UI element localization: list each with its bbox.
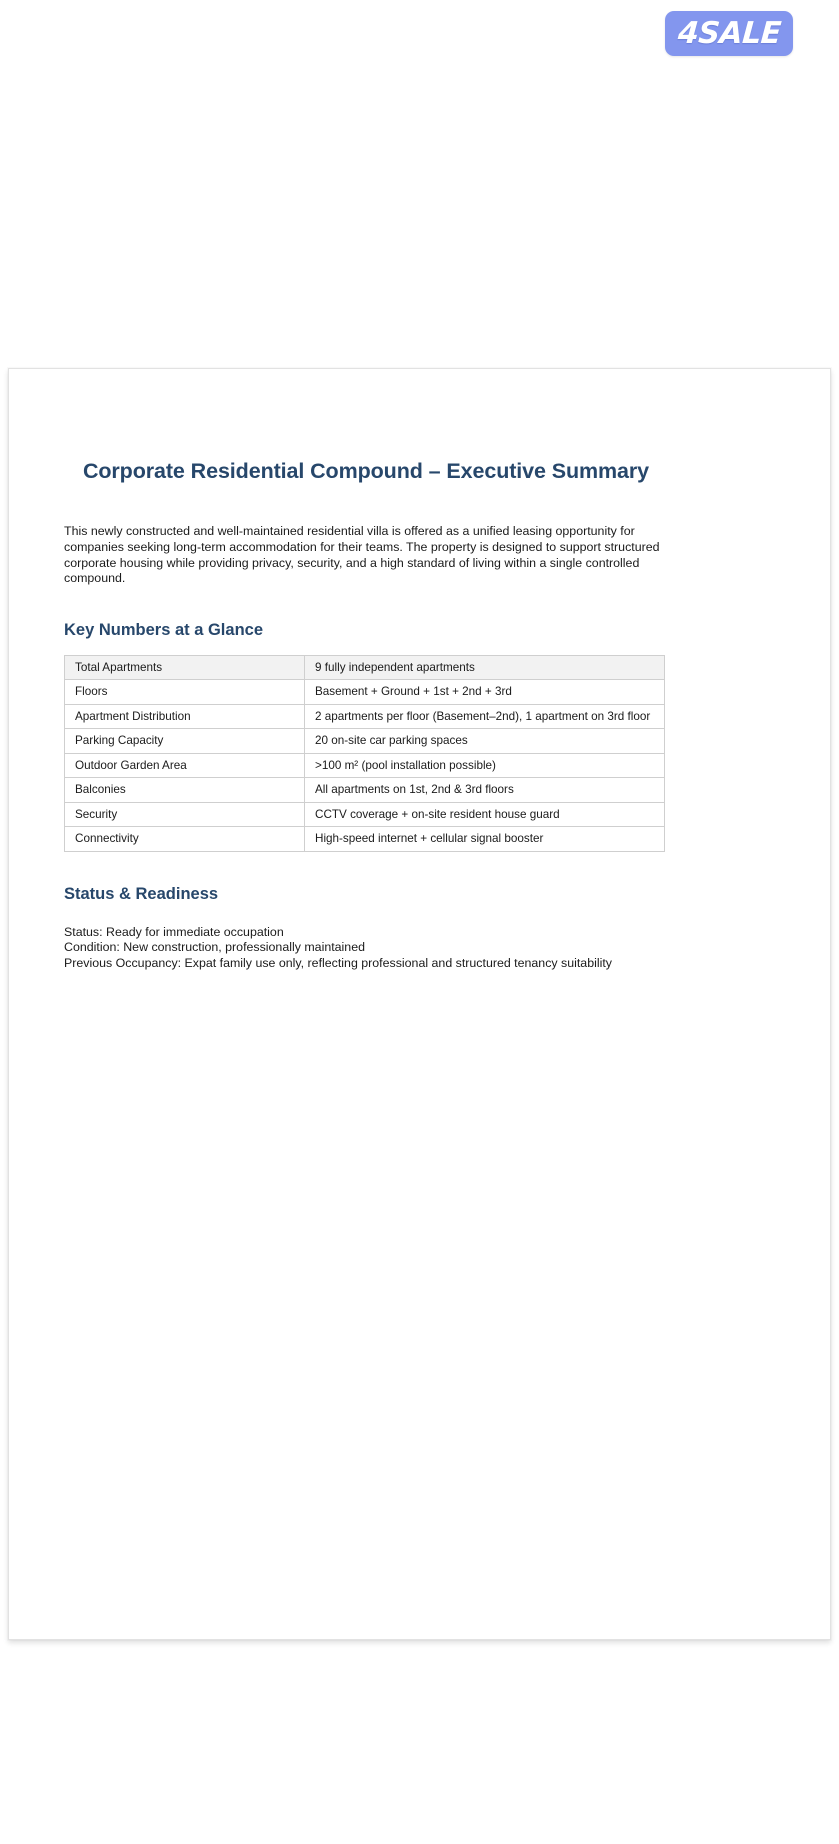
table-cell-value: 20 on-site car parking spaces	[305, 729, 665, 753]
table-row	[65, 753, 665, 777]
section-heading-status-readiness: Status & Readiness	[64, 884, 219, 903]
status-readiness-block	[64, 904, 704, 972]
table-row	[65, 827, 665, 851]
table-cell-value: >100 m² (pool installation possible)	[305, 753, 665, 777]
table-row	[65, 704, 665, 728]
intro-paragraph: This newly constructed and well-maintained residential villa is offered as a unified leasing opportunity for companies seeking long-term accommodation for their teams. The property is designed to support structured corporate housing while providing privacy, security, and a high standard of living within a single controlled compound.	[64, 524, 660, 586]
section-heading-key-numbers: Key Numbers at a Glance	[64, 621, 263, 639]
table-cell-label: Apartment Distribution	[65, 704, 305, 728]
table-cell-label: Parking Capacity	[65, 729, 305, 753]
brand-logo-text: 4SALE	[676, 15, 782, 51]
key-numbers-table	[64, 655, 665, 852]
table-row	[65, 729, 665, 753]
table-row	[65, 656, 665, 680]
document-content	[57, 369, 667, 972]
table-cell-value: Basement + Ground + 1st + 2nd + 3rd	[305, 680, 665, 704]
table-row	[65, 802, 665, 826]
table-cell-label: Outdoor Garden Area	[65, 753, 305, 777]
status-line: Condition: New construction, professionally maintained	[64, 940, 365, 955]
status-line: Previous Occupancy: Expat family use only, reflecting professional and structured tenancy suitability	[64, 955, 612, 970]
table-cell-label: Total Apartments	[65, 656, 305, 680]
table-row	[65, 778, 665, 802]
table-cell-label: Security	[65, 802, 305, 826]
table-cell-value: All apartments on 1st, 2nd & 3rd floors	[305, 778, 665, 802]
table-cell-value: CCTV coverage + on-site resident house guard	[305, 802, 665, 826]
table-cell-value: 2 apartments per floor (Basement–2nd), 1 apartment on 3rd floor	[305, 704, 665, 728]
table-row	[65, 680, 665, 704]
table-cell-label: Connectivity	[65, 827, 305, 851]
brand-logo-badge	[665, 11, 793, 56]
table-cell-value: 9 fully independent apartments	[305, 656, 665, 680]
table-cell-label: Floors	[65, 680, 305, 704]
table-cell-value: High-speed internet + cellular signal booster	[305, 827, 665, 851]
document-page	[8, 368, 831, 1640]
status-line: Status: Ready for immediate occupation	[64, 924, 284, 939]
table-cell-label: Balconies	[65, 778, 305, 802]
page-title: Corporate Residential Compound – Executive Summary	[82, 459, 650, 483]
